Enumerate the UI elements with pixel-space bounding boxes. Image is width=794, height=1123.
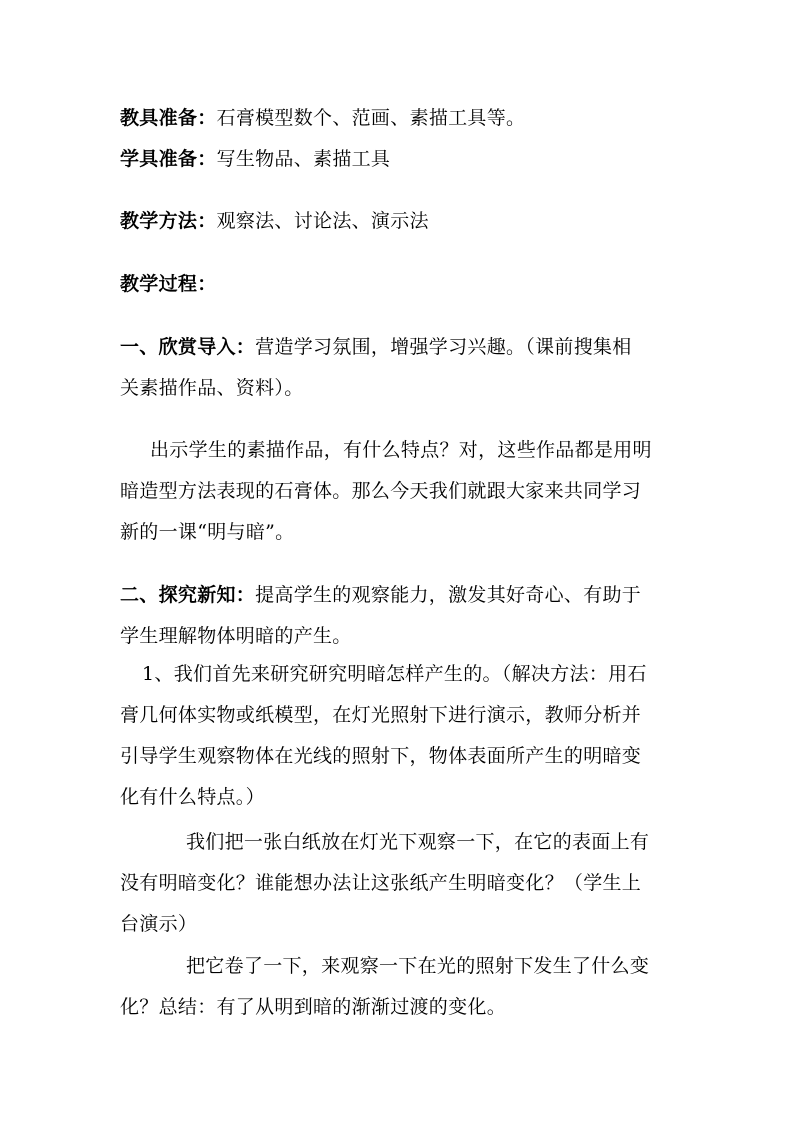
section2-line1 xyxy=(120,583,680,607)
process-heading: 教学过程： xyxy=(120,273,217,295)
paragraph1-line3: 新的一课“明与暗”。 xyxy=(120,521,295,543)
section1-label: 一、欣赏导入： xyxy=(120,336,256,358)
method-label: 教学方法： xyxy=(120,210,217,232)
paragraph3-line1: 把它卷了一下，来观察一下在光的照射下发生了什么变 xyxy=(186,955,650,977)
tools-line xyxy=(120,106,680,130)
section1-line2: 关素描作品、资料）。 xyxy=(120,377,304,399)
tools-label: 教具准备： xyxy=(120,107,217,129)
method-text: 观察法、讨论法、演示法 xyxy=(216,210,429,232)
method-line xyxy=(120,209,680,233)
paragraph3-line2: 化？总结：有了从明到暗的渐渐过渡的变化。 xyxy=(120,996,507,1018)
student-tools-label: 学具准备： xyxy=(120,148,217,170)
item1-line3: 引导学生观察物体在光线的照射下，物体表面所产生的明暗变 xyxy=(120,745,642,767)
paragraph2-line3: 台演示） xyxy=(120,913,198,935)
section2-text: 提高学生的观察能力，激发其好奇心、有助于 xyxy=(255,584,642,606)
section2-line2: 学生理解物体明暗的产生。 xyxy=(120,625,352,647)
paragraph2-line1: 我们把一张白纸放在灯光下观察一下，在它的表面上有 xyxy=(186,831,650,853)
paragraph1-line2: 暗造型方法表现的石膏体。那么今天我们就跟大家来共同学习 xyxy=(120,480,642,502)
student-tools-text: 写生物品、素描工具 xyxy=(216,148,391,170)
student-tools-line xyxy=(120,147,680,171)
item1-line4: 化有什么特点。） xyxy=(120,786,265,808)
item1-line2: 膏几何体实物或纸模型，在灯光照射下进行演示，教师分析并 xyxy=(120,704,642,726)
section1-text: 营造学习氛围，增强学习兴趣。（课前搜集相 xyxy=(255,336,632,358)
item1-line1: 1、我们首先来研究研究明暗怎样产生的。（解决方法：用石 xyxy=(142,663,647,685)
tools-text: 石膏模型数个、范画、素描工具等。 xyxy=(216,107,526,129)
section2-label: 二、探究新知： xyxy=(120,584,256,606)
section1-line1 xyxy=(120,335,680,359)
paragraph1-line1: 出示学生的素描作品，有什么特点？对，这些作品都是用明 xyxy=(150,439,652,461)
paragraph2-line2: 没有明暗变化？谁能想办法让这张纸产生明暗变化？（学生上 xyxy=(120,872,642,894)
